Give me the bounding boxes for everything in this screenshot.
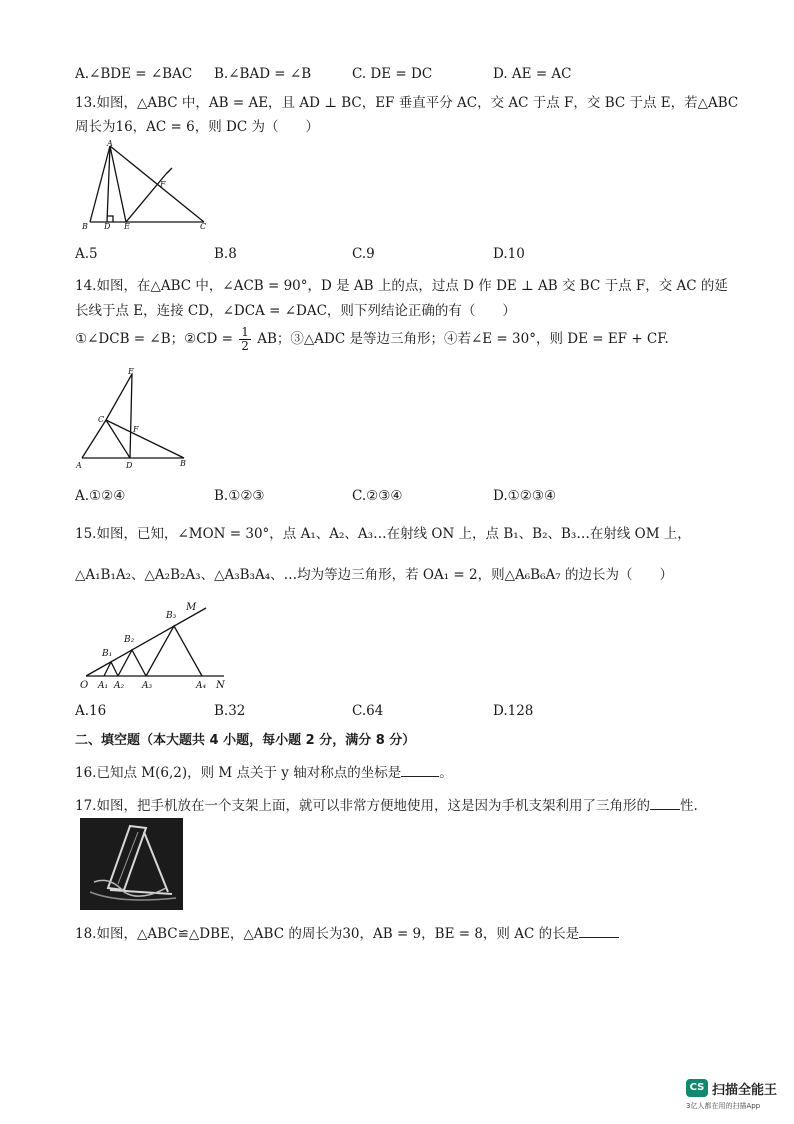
q17 [75,794,698,814]
q14-stem-line1: 14.如图，在△ABC 中，∠ACB = 90°，D 是 AB 上的点，过点 D 作 DE ⊥ AB 交 BC 于点 F，交 AC 的延 [75,278,728,294]
q15-label-b3: B₃ [166,611,177,621]
q14-fraction-denominator: 2 [241,339,249,353]
q14-stem-line2: 长线于点 E，连接 CD，∠DCA = ∠DAC，则下列结论正确的有（ ） [75,303,516,319]
q15-label-n: N [216,680,225,691]
q12-option-b: B.∠BAD = ∠B [214,66,312,82]
q15-label-a2: A₂ [114,681,125,691]
q15-label-a1: A₁ [98,681,109,691]
q13-label-a: A [107,139,113,148]
q15-label-a4: A₄ [196,681,207,691]
q13-label-b: B [82,222,88,231]
q13-label-e: E [124,222,130,231]
q13-option-a: A.5 [75,246,98,262]
q15-option-c: C.64 [352,703,384,719]
q13-option-d: D.10 [493,246,525,262]
q16 [75,761,453,781]
q12-option-c: C. DE = DC [352,66,433,82]
q14-option-a: A.①②④ [75,488,126,504]
q13-figure [80,138,215,233]
q13-option-b: B.8 [214,246,237,262]
q18-text: 18.如图，△ABC≌△DBE，△ABC 的周长为30，AB = 9，BE = 8，则 AC 的长是 [75,926,580,942]
section2-heading: 二、填空题（本大题共 4 小题，每小题 2 分，满分 8 分） [75,733,416,748]
q14-statement-part1: ①∠DCB = ∠B；②CD = [75,331,233,347]
q15-stem-line1: 15.如图，已知，∠MON = 30°，点 A₁、A₂、A₃…在射线 ON 上，点 B₁、B₂、B₃…在射线 OM 上， [75,526,691,542]
q17-tail: 性. [679,798,698,814]
q14-label-b: B [180,459,186,468]
q14-option-d: D.①②③④ [493,488,557,504]
q15-stem-line2: △A₁B₁A₂、△A₂B₂A₃、△A₃B₃A₄、…均为等边三角形，若 OA₁ = 2，则△A₆B₆A₇ 的边长为（ ） [75,567,673,583]
q15-label-m: M [186,602,197,613]
q14-fraction-numerator: 1 [241,325,249,339]
q14-option-c: C.②③④ [352,488,403,504]
q15-label-a3: A₃ [142,681,153,691]
q13-label-d: D [104,222,111,231]
camscanner-name: 扫描全能王 [712,1083,778,1098]
q13-option-c: C.9 [352,246,375,262]
q16-answer-blank[interactable] [401,763,439,777]
q14-label-a: A [76,461,82,470]
q15-option-b: B.32 [214,703,246,719]
q15-label-o: O [80,680,89,691]
q16-text: 16.已知点 M(6,2)，则 M 点关于 y 轴对称点的坐标是 [75,765,402,781]
q14-label-f: F [133,425,139,434]
q14-label-e: E [128,367,134,376]
q14-fraction [239,326,251,353]
camscanner-tagline: 3亿人都在用的扫描App [686,1102,761,1110]
q14-label-d: D [126,461,133,470]
q15-label-b1: B₁ [102,649,113,659]
q13-stem-line2: 周长为16，AC = 6，则 DC 为（ ） [75,119,319,135]
q15-option-d: D.128 [493,703,534,719]
q18-answer-blank[interactable] [579,924,619,938]
phone-stand-image [80,818,183,910]
q15-figure [76,598,236,694]
q14-statement-part2: AB；③△ADC 是等边三角形；④若∠E = 30°，则 DE = EF + CF. [257,331,669,347]
q18 [75,922,619,942]
q12-option-a: A.∠BDE = ∠BAC [75,66,193,82]
q14-label-c: C [98,415,105,424]
q13-stem-line1: 13.如图，△ABC 中，AB = AE，且 AD ⊥ BC，EF 垂直平分 AC，交 AC 于点 F，交 BC 于点 E，若△ABC [75,95,739,111]
q17-text: 17.如图，把手机放在一个支架上面，就可以非常方便地使用，这是因为手机支架利用了三角形的 [75,798,650,814]
q14-statements [75,326,669,356]
q15-option-a: A.16 [75,703,107,719]
q14-figure [72,362,197,472]
q15-label-b2: B₂ [124,635,135,645]
q13-label-c: C [200,222,207,231]
q14-option-b: B.①②③ [214,488,265,504]
q17-answer-blank[interactable] [650,796,680,810]
camscanner-logo: CS [686,1079,708,1097]
q12-option-d: D. AE = AC [493,66,572,82]
q16-tail: 。 [439,765,453,781]
q13-label-f: F [160,180,166,189]
phone-stand-photo [80,818,183,910]
